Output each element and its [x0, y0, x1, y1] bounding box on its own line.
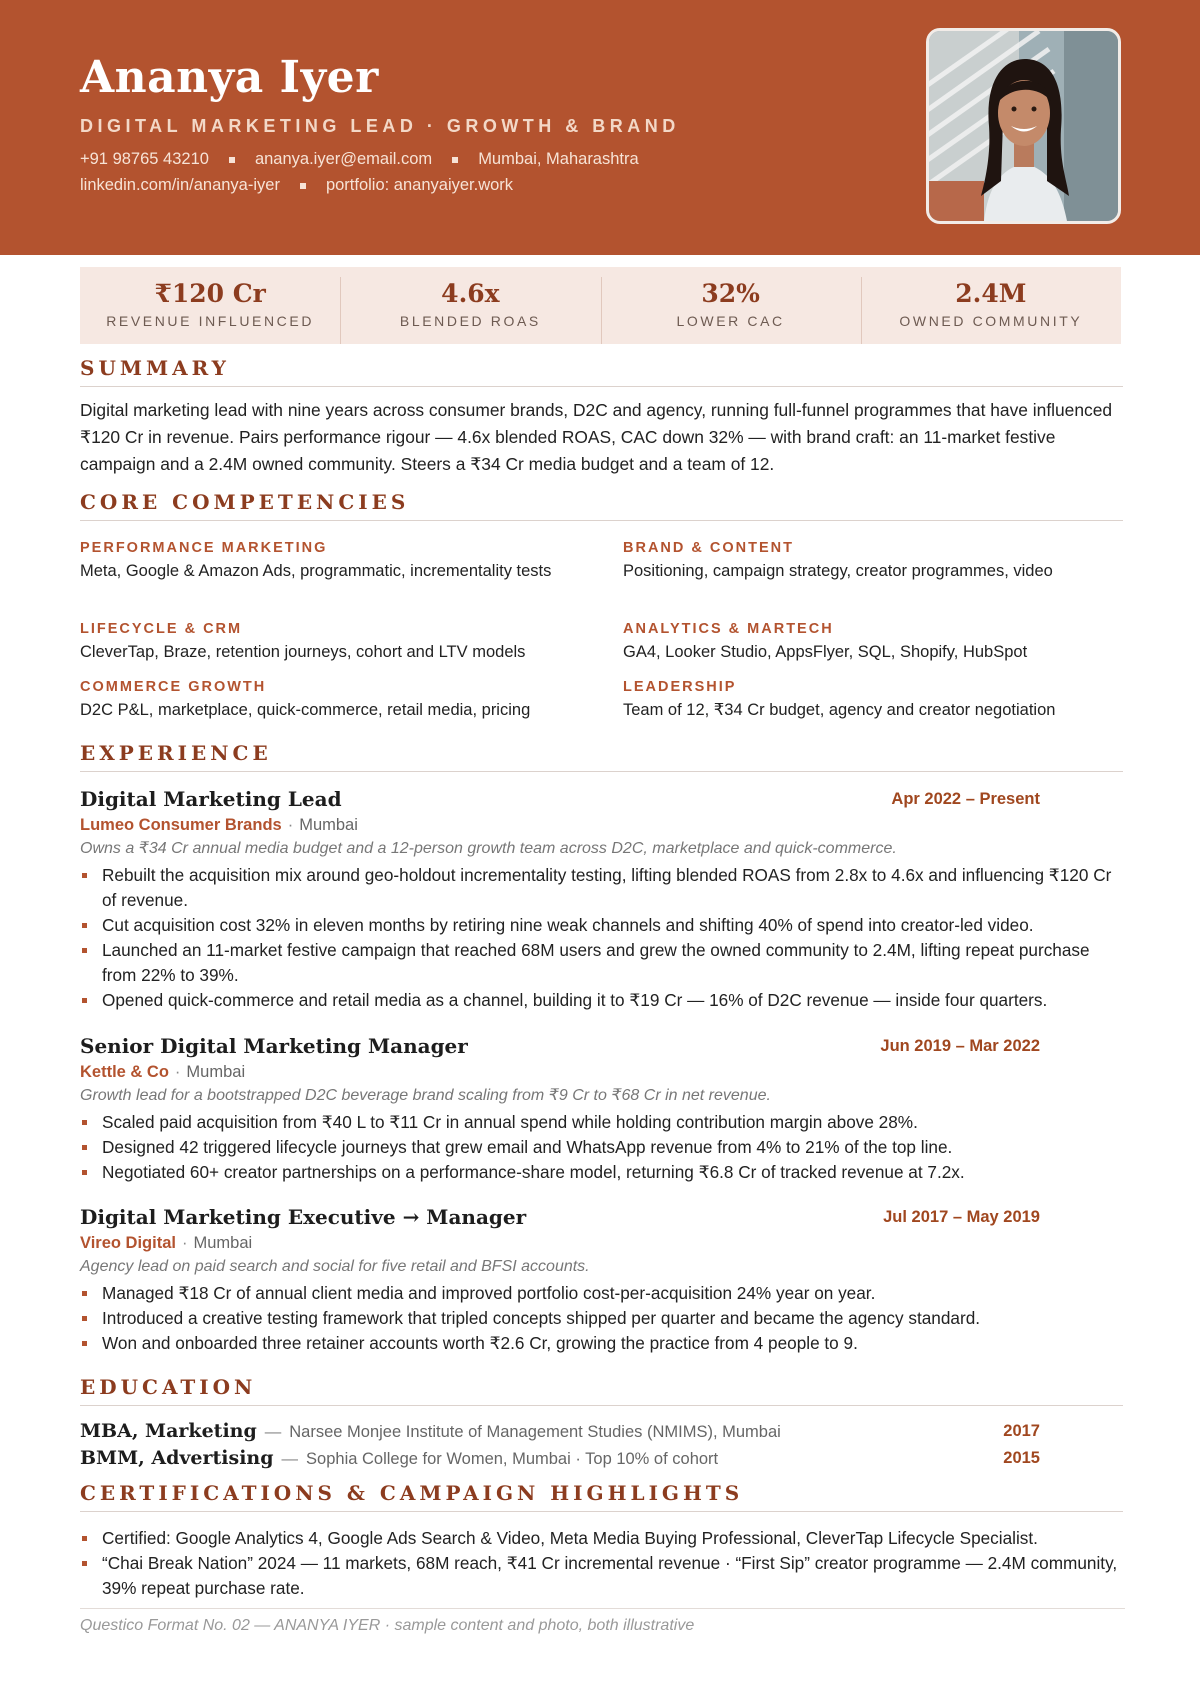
metric-cac [601, 267, 861, 344]
metric-label: REVENUE INFLUENCED [106, 313, 315, 329]
email[interactable]: ananya.iyer@email.com [254, 150, 433, 168]
bullet-item: Cut acquisition cost 32% in eleven months by retiring nine weak channels and shifting 40% of spend into creator-led video. [80, 913, 1125, 938]
separator-icon [300, 183, 306, 189]
summary-heading: SUMMARY [80, 356, 1123, 387]
separator-icon [452, 157, 458, 163]
competencies-heading: CORE COMPETENCIES [80, 490, 1123, 521]
job-bullets [80, 1110, 1125, 1185]
bullet-item: Certified: Google Analytics 4, Google Ads Search & Video, Meta Media Buying Professional, CleverTap Lifecycle Specialist. [80, 1526, 1125, 1551]
competency-heading: BRAND & CONTENT [623, 540, 794, 556]
education-year: 2015 [1003, 1449, 1040, 1467]
job-title: Digital Marketing Executive → Manager [80, 1205, 527, 1229]
job-company-line [80, 813, 1125, 837]
linkedin-link[interactable]: linkedin.com/in/ananya-iyer [80, 176, 280, 194]
bullet-item: Launched an 11-market festive campaign that reached 68M users and grew the owned community to 2.4M, lifting repeat purchase from 22% to 39%. [80, 938, 1125, 988]
metric-label: BLENDED ROAS [399, 313, 541, 329]
competency-text: Meta, Google & Amazon Ads, programmatic, incrementality tests [80, 562, 552, 580]
bullet-item: Rebuilt the acquisition mix around geo-holdout incrementality testing, lifting blended ROAS from 2.8x to 4.6x and influencing ₹120 Cr of revenue. [80, 863, 1125, 913]
location: Mumbai, Maharashtra [478, 150, 639, 168]
competency-text: Team of 12, ₹34 Cr budget, agency and creator negotiation [623, 701, 1056, 719]
metric-value: 32% [701, 279, 760, 308]
footer-note: Questico Format No. 02 — ANANYA IYER · sample content and photo, both illustrative [80, 1608, 1125, 1635]
contact-line-2 [80, 176, 513, 195]
education-item [80, 1418, 1125, 1446]
bullet-item: Negotiated 60+ creator partnerships on a performance-share model, returning ₹6.8 Cr of tracked revenue at 7.2x. [80, 1160, 1125, 1185]
competency-item [623, 619, 1123, 664]
separator-icon [229, 157, 235, 163]
metric-value: ₹120 Cr [154, 279, 266, 308]
contact-line-1 [80, 150, 639, 169]
education-item [80, 1445, 1125, 1473]
institution: Sophia College for Women, Mumbai · Top 10% of cohort [306, 1450, 719, 1468]
dot-separator: · [174, 1063, 181, 1081]
job-entry [80, 1033, 1125, 1185]
competency-heading: LEADERSHIP [623, 679, 737, 695]
bullet-item: Scaled paid acquisition from ₹40 L to ₹11 Cr in annual spend while holding contribution margin above 28%. [80, 1110, 1125, 1135]
competency-text: CleverTap, Braze, retention journeys, cohort and LTV models [80, 643, 526, 661]
dot-separator: · [181, 1234, 188, 1252]
job-title: Senior Digital Marketing Manager [80, 1034, 468, 1058]
dash-separator: — [281, 1450, 299, 1468]
job-summary: Agency lead on paid search and social for five retail and BFSI accounts. [80, 1258, 590, 1275]
education-heading: EDUCATION [80, 1375, 1123, 1406]
dash-separator: — [264, 1423, 282, 1441]
job-summary: Owns a ₹34 Cr annual media budget and a 12-person growth team across D2C, marketplace and quick-commerce. [80, 840, 897, 857]
metrics-strip [80, 267, 1121, 344]
competency-item [80, 538, 580, 583]
metric-community [861, 267, 1121, 344]
tagline: DIGITAL MARKETING LEAD · GROWTH & BRAND [80, 116, 680, 136]
job-bullets [80, 863, 1125, 1013]
bullet-item: Managed ₹18 Cr of annual client media and improved portfolio cost-per-acquisition 24% year on year. [80, 1281, 1125, 1306]
metric-roas [340, 267, 600, 344]
metric-revenue [80, 267, 340, 344]
competency-item [623, 538, 1123, 583]
company-name: Kettle & Co [80, 1063, 169, 1081]
competency-item [623, 677, 1123, 722]
competency-heading: PERFORMANCE MARKETING [80, 540, 328, 556]
job-dates: Jul 2017 – May 2019 [883, 1208, 1040, 1226]
header-banner [0, 0, 1200, 255]
competency-item [80, 619, 580, 664]
bullet-item: Opened quick-commerce and retail media as a channel, building it to ₹19 Cr — 16% of D2C revenue — inside four quarters. [80, 988, 1125, 1013]
job-title: Digital Marketing Lead [80, 787, 342, 811]
metric-label: OWNED COMMUNITY [899, 313, 1083, 329]
metric-value: 4.6x [441, 279, 500, 308]
experience-heading: EXPERIENCE [80, 741, 1123, 772]
job-company-line [80, 1060, 1125, 1084]
profile-photo [926, 28, 1121, 224]
bullet-item: Won and onboarded three retainer accounts worth ₹2.6 Cr, growing the practice from 4 people to 9. [80, 1331, 1125, 1356]
education-year: 2017 [1003, 1422, 1040, 1440]
certifications-heading: CERTIFICATIONS & CAMPAIGN HIGHLIGHTS [80, 1481, 1123, 1512]
competency-heading: COMMERCE GROWTH [80, 679, 267, 695]
certifications-list [80, 1526, 1125, 1601]
dot-separator: · [287, 816, 294, 834]
job-company-line [80, 1231, 1125, 1255]
competency-text: D2C P&L, marketplace, quick-commerce, retail media, pricing [80, 701, 531, 719]
job-dates: Jun 2019 – Mar 2022 [880, 1037, 1040, 1055]
job-entry [80, 1204, 1125, 1356]
degree: MBA, Marketing [80, 1420, 257, 1442]
metric-value: 2.4M [955, 279, 1027, 308]
bullet-item: Introduced a creative testing framework that tripled concepts shipped per quarter and became the agency standard. [80, 1306, 1125, 1331]
competency-heading: LIFECYCLE & CRM [80, 621, 243, 637]
job-location: Mumbai [193, 1234, 253, 1252]
job-location: Mumbai [299, 816, 358, 834]
bullet-item: Designed 42 triggered lifecycle journeys that grew email and WhatsApp revenue from 4% to 21% of the top line. [80, 1135, 1125, 1160]
phone[interactable]: +91 98765 43210 [80, 150, 209, 168]
competency-heading: ANALYTICS & MARTECH [623, 621, 834, 637]
competency-item [80, 677, 580, 722]
portrait-illustration [929, 31, 1118, 221]
metric-label: LOWER CAC [676, 313, 785, 329]
competency-text: GA4, Looker Studio, AppsFlyer, SQL, Shopify, HubSpot [623, 643, 1028, 661]
institution: Narsee Monjee Institute of Management Studies (NMIMS), Mumbai [289, 1423, 781, 1441]
summary-text: Digital marketing lead with nine years across consumer brands, D2C and agency, running full-funnel programmes that have influenced ₹120 Cr in revenue. Pairs performance rigour — 4.6x blended ROAS, CAC down 32% — with brand craft: an 11-market festive campaign and a 2.4M owned community. Steers a ₹34 Cr media budget and a team of 12. [80, 400, 1113, 474]
job-summary: Growth lead for a bootstrapped D2C beverage brand scaling from ₹9 Cr to ₹68 Cr in net revenue. [80, 1087, 771, 1104]
company-name: Vireo Digital [80, 1234, 176, 1252]
job-dates: Apr 2022 – Present [891, 790, 1040, 808]
job-entry [80, 786, 1125, 1013]
company-name: Lumeo Consumer Brands [80, 816, 282, 834]
portfolio-link[interactable]: portfolio: ananyaiyer.work [325, 176, 514, 194]
candidate-name: Ananya Iyer [80, 52, 379, 103]
job-bullets [80, 1281, 1125, 1356]
competency-text: Positioning, campaign strategy, creator programmes, video [623, 562, 1053, 580]
job-location: Mumbai [186, 1063, 246, 1081]
degree: BMM, Advertising [80, 1447, 274, 1469]
bullet-item: “Chai Break Nation” 2024 — 11 markets, 68M reach, ₹41 Cr incremental revenue · “First Sip” creator programme — 2.4M community, 39% repeat purchase rate. [80, 1551, 1125, 1601]
